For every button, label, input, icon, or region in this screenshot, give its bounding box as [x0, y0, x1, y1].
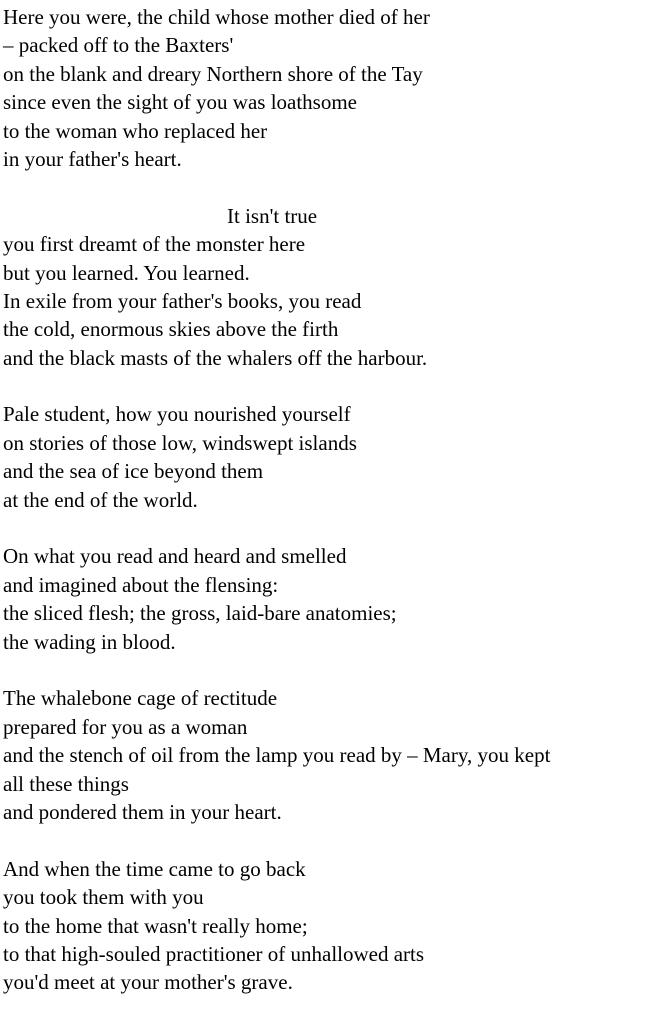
- poem-line: in your father's heart.: [3, 146, 182, 171]
- poem-line: and imagined about the flensing:: [3, 572, 279, 597]
- poem-line: and pondered them in your heart.: [3, 799, 282, 824]
- poem-line: The whalebone cage of rectitude: [3, 686, 278, 711]
- poem-line: you took them with you: [3, 885, 204, 910]
- poem-line: Pale student, how you nourished yourself: [3, 402, 351, 427]
- stanza-4: [3, 542, 653, 656]
- stanza-1: [3, 3, 653, 173]
- poem-line: the sliced flesh; the gross, laid-bare anatomies;: [3, 601, 397, 626]
- poem-line: – packed off to the Baxters': [3, 33, 234, 58]
- poem-line: Here you were, the child whose mother died of her: [3, 5, 430, 29]
- poem-line: to the home that wasn't really home;: [3, 913, 308, 938]
- poem-line: to the woman who replaced her: [3, 118, 268, 143]
- poem-line: prepared for you as a woman: [3, 714, 248, 739]
- poem-line: and the black masts of the whalers off the harbour.: [3, 345, 428, 370]
- poem-line: and the sea of ice beyond them: [3, 459, 264, 484]
- poem-line: all these things: [3, 771, 129, 796]
- poem-line: on the blank and dreary Northern shore of the Tay: [3, 61, 423, 86]
- poem-line: but you learned. You learned.: [3, 260, 250, 285]
- stanza-6: [3, 855, 653, 997]
- poem-line: to that high-souled practitioner of unhallowed arts: [3, 941, 425, 966]
- poem-line: since even the sight of you was loathsome: [3, 90, 358, 115]
- poem-line: In exile from your father's books, you read: [3, 288, 362, 313]
- stanza-3: [3, 400, 653, 514]
- poem-line: and the stench of oil from the lamp you read by – Mary, you kept: [3, 743, 551, 768]
- poem-line: On what you read and heard and smelled: [3, 544, 347, 569]
- poem-line: at the end of the world.: [3, 487, 198, 512]
- stanza-2: [3, 202, 653, 372]
- poem-line: on stories of those low, windswept islands: [3, 430, 357, 455]
- poem-line: the cold, enormous skies above the firth: [3, 317, 339, 342]
- poem-line: the wading in blood.: [3, 629, 176, 654]
- poem-line: you'd meet at your mother's grave.: [3, 970, 293, 995]
- poem-text: [3, 3, 653, 1025]
- stanza-5: [3, 684, 653, 826]
- poem-line: And when the time came to go back: [3, 856, 306, 881]
- poem-line-indented: It isn't true: [227, 203, 318, 228]
- poem-line: you first dreamt of the monster here: [3, 232, 306, 257]
